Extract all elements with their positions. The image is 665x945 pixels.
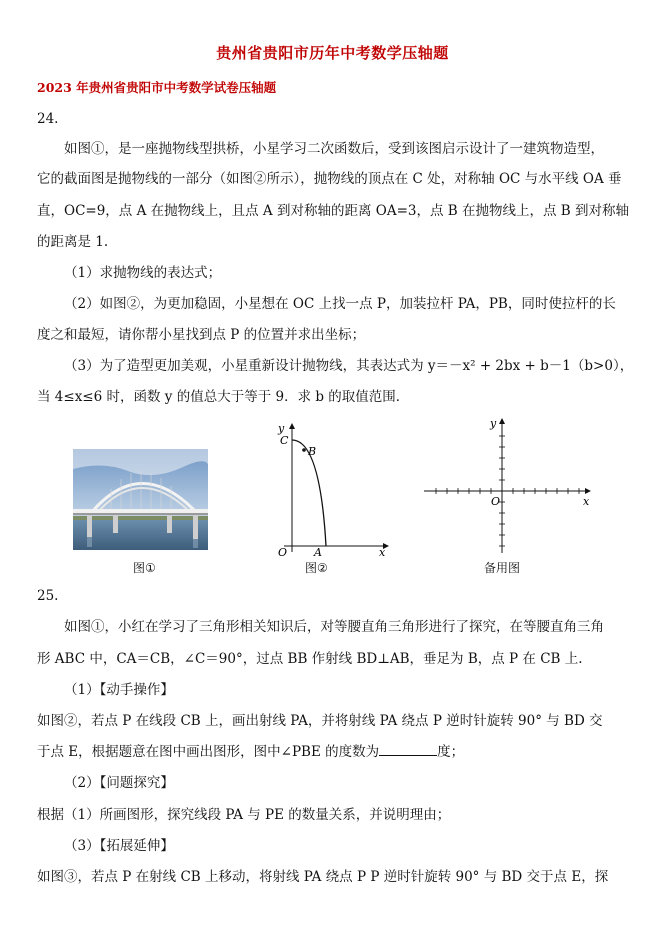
q24-part-2-cont: 度之和最短，请你帮小星找到点 P 的位置并求出坐标； — [37, 327, 366, 343]
answer-blank[interactable] — [379, 743, 437, 756]
q24-line-2: 它的截面图是抛物线的一部分（如图②所示），抛物线的顶点在 C 处，对称轴 OC 与水平线 OA 垂 — [37, 171, 622, 187]
fig3-label-x: x — [583, 495, 590, 508]
figure-3-spare-grid — [420, 413, 595, 555]
q24-part-2: （2）如图②，为更加稳固，小星想在 OC 上找一点 P，加装拉杆 PA，PB，同时使拉杆的长 — [64, 296, 616, 312]
figure-2-caption: 图② — [305, 561, 328, 575]
q25-part-3-label: （3）【拓展延伸】 — [64, 838, 174, 854]
question-25-number: 25. — [37, 588, 59, 604]
fig2-label-x: x — [379, 546, 386, 559]
figure-3-caption: 备用图 — [484, 561, 521, 575]
q25-intro-1: 如图①，小红在学习了三角形相关知识后，对等腰直角三角形进行了探究，在等腰直角三角 — [64, 619, 604, 635]
fig2-label-a: A — [314, 546, 322, 559]
figure-1-caption: 图① — [133, 561, 156, 575]
fig3-label-y: y — [490, 417, 497, 430]
q25-part-3-line: 如图③，若点 P 在射线 CB 上移动，将射线 PA 绕点 P P 逆时针旋转 90° 与 BD 交于点 E，探 — [37, 869, 609, 885]
fig2-label-o: O — [278, 546, 288, 559]
bridge-illustration — [73, 449, 208, 550]
q25-part-1-line-2-end: 度； — [437, 744, 465, 760]
exam-subtitle: 2023 年贵州省贵阳市中考数学试卷压轴题 — [37, 80, 277, 95]
q25-intro-2: 形 ABC 中，CA＝CB，∠C＝90°，过点 BB 作射线 BD⊥AB，垂足为 B，点 P 在 CB 上. — [37, 651, 583, 667]
q24-line-3: 直，OC=9，点 A 在抛物线上，且点 A 到对称轴的距离 OA=3，点 B 在抛物线上，点 B 到对称轴 — [37, 203, 629, 219]
q24-part-1: （1）求抛物线的表达式； — [64, 265, 222, 281]
fig2-label-y: y — [278, 422, 285, 435]
q24-line-1: 如图①，是一座抛物线型拱桥，小星学习二次函数后，受到该图启示设计了一建筑物造型， — [64, 141, 604, 157]
fig3-label-o: O — [491, 495, 501, 508]
fig2-label-b: B — [308, 445, 317, 458]
page-title: 贵州省贵阳市历年中考数学压轴题 — [216, 44, 449, 62]
q25-part-1-label: （1）【动手操作】 — [64, 682, 174, 698]
q24-part-3-cont: 当 4≤x≤6 时，函数 y 的值总大于等于 9．求 b 的取值范围． — [37, 389, 410, 405]
q25-part-1-line-2-text: 于点 E，根据题意在图中画出图形，图中∠PBE 的度数为 — [37, 744, 380, 760]
q24-part-3: （3）为了造型更加美观，小星重新设计抛物线，其表达式为 y＝－x² + 2bx + b－1（b>0）， — [64, 358, 634, 374]
q25-part-1-line-2 — [37, 743, 464, 761]
q25-part-2-label: （2）【问题探究】 — [64, 775, 174, 791]
q25-part-1-line-1: 如图②，若点 P 在线段 CB 上，画出射线 PA，并将射线 PA 绕点 P 逆时针旋转 90° 与 BD 交 — [37, 713, 603, 729]
question-24-number: 24. — [37, 111, 59, 127]
figure-2-parabola-graph — [262, 418, 397, 560]
bridge-photo — [73, 449, 208, 550]
fig2-label-c: C — [280, 434, 289, 447]
fig2-point-b — [302, 448, 306, 452]
q25-part-2-line: 根据（1）所画图形，探究线段 PA 与 PE 的数量关系，并说明理由； — [37, 807, 451, 823]
q24-line-4: 的距离是 1. — [37, 234, 109, 250]
